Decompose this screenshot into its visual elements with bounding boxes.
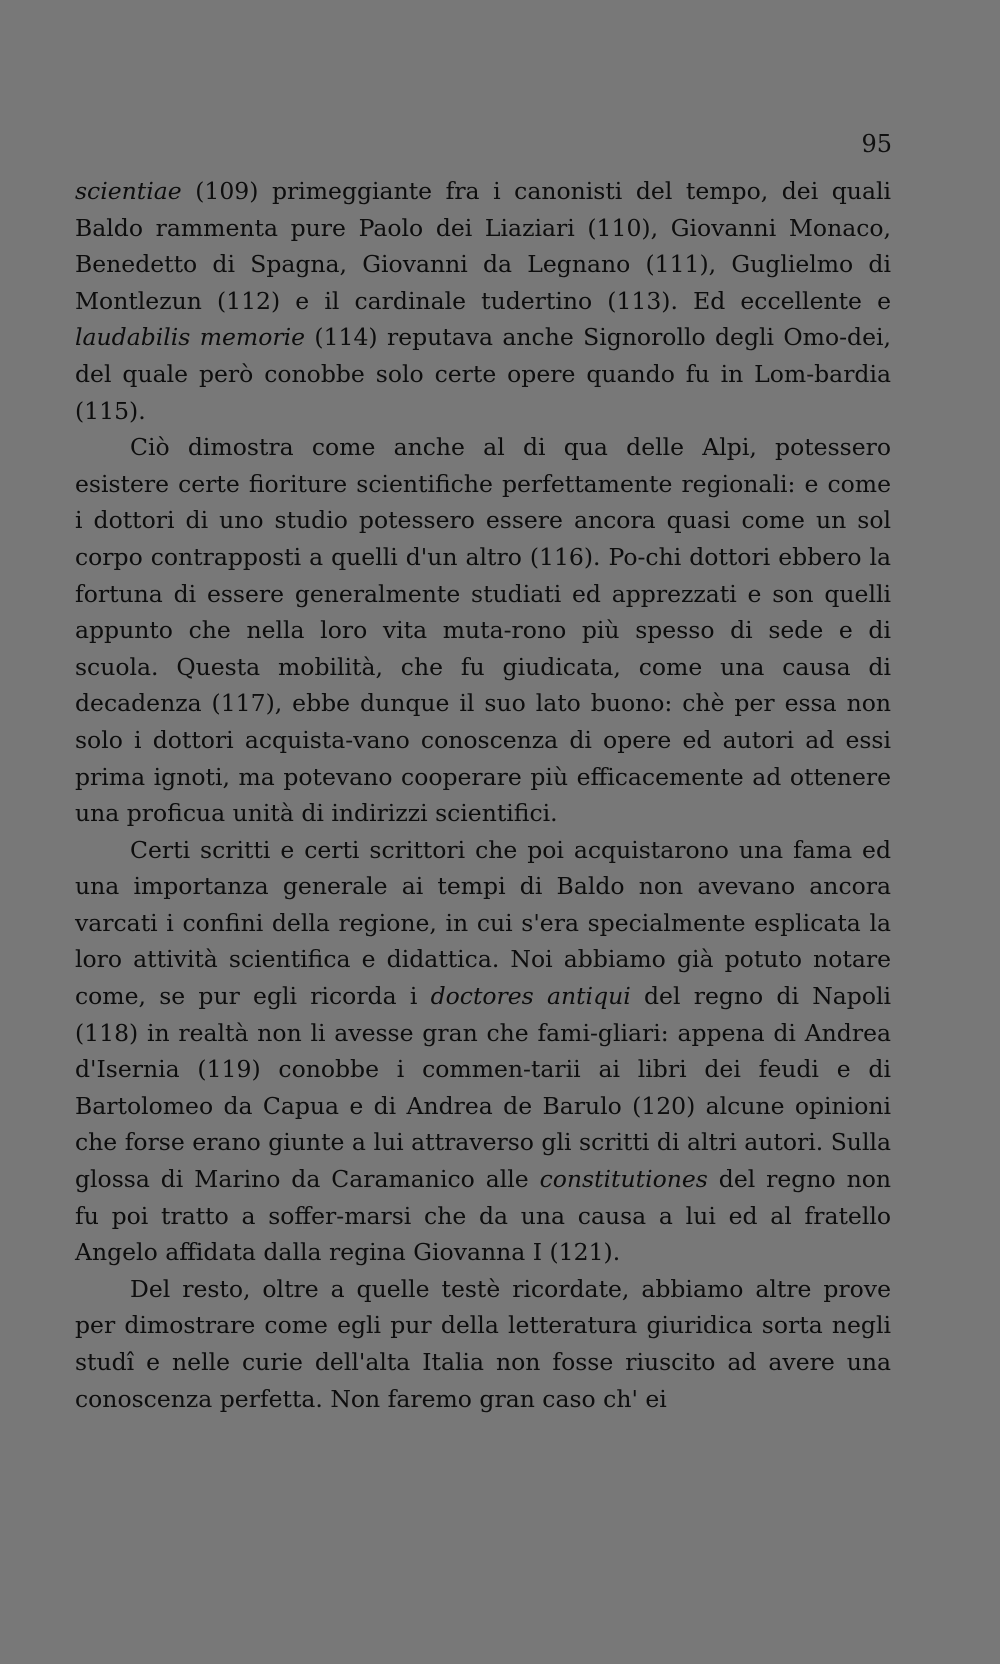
text-run: Ciò dimostra come anche al di qua delle Alpi, potessero esistere certe fioriture scientifiche perfettamente regionali: e come i dottori di uno studio potessero essere ancora quasi come un sol corpo contrapposti a quelli d'un altro (116). Po-chi dottori ebbero la fortuna di essere generalmente studiati ed apprezzati e son quelli appunto che nella loro vita muta-rono più spesso di sede e di scuola. Questa mobilità, che fu giudicata, come una causa di decadenza (117), ebbe dunque il suo lato buono: chè per essa non solo i dottori acquista-vano conoscenza di opere ed autori ad essi prima ignoti, ma potevano cooperare più efficacemente ad ottenere una proficua unità di indirizzi scientifici. [75,433,891,828]
paragraph [75,832,891,1271]
text-run: (109) primeggiante fra i canonisti del tempo, dei quali Baldo rammenta pure Paolo dei Liaziari (110), Giovanni Monaco, Benedetto di Spagna, Giovanni da Legnano (111), Guglielmo di Montlezun (112) e il cardinale tudertino (113). Ed eccellente e [75,177,891,315]
paragraph [75,429,891,832]
paragraph [75,173,891,429]
text-run: (114) reputava anche Signorollo degli Omo-dei, del quale però conobbe solo certe opere quando fu in Lom-bardia (115). [75,323,891,425]
text-run: Certi scritti e certi scrittori che poi acquistarono una fama ed una importanza generale ai tempi di Baldo non avevano ancora varcati i confini della regione, in cui s'era specialmente esplicata la loro attività scientifica e didattica. Noi abbiamo già potuto notare come, se pur egli ricorda i [75,835,891,1011]
body-text [75,173,891,1417]
text-run: Del resto, oltre a quelle testè ricordate, abbiamo altre prove per dimostrare come egli pur della letteratura giuridica sorta negli studî e nelle curie dell'alta Italia non fosse riuscito ad avere una conoscenza perfetta. Non faremo gran caso ch' ei [75,1274,891,1413]
paragraph [75,1271,891,1417]
italic-term: scientiae [75,177,182,205]
italic-term: doctores antiqui [430,982,631,1011]
italic-term: laudabilis memorie [75,323,306,352]
italic-term: constitutiones [539,1165,708,1194]
text-run: del regno di Napoli (118) in realtà non li avesse gran che fami-gliari: appena di Andrea d'Isernia (119) conobbe i commen-tarii ai libri dei feudi e di Bartolomeo da Capua e di Andrea de Barulo (120) alcune opinioni che forse erano giunte a lui attraverso gli scritti di altri autori. Sulla glossa di Marino da Caramanico alle [75,982,892,1194]
text-run: del regno non fu poi tratto a soffer-marsi che da una causa a lui ed al fratello Angelo affidata dalla regina Giovanna I (121). [75,1165,891,1267]
page-number: 95 [861,130,892,158]
